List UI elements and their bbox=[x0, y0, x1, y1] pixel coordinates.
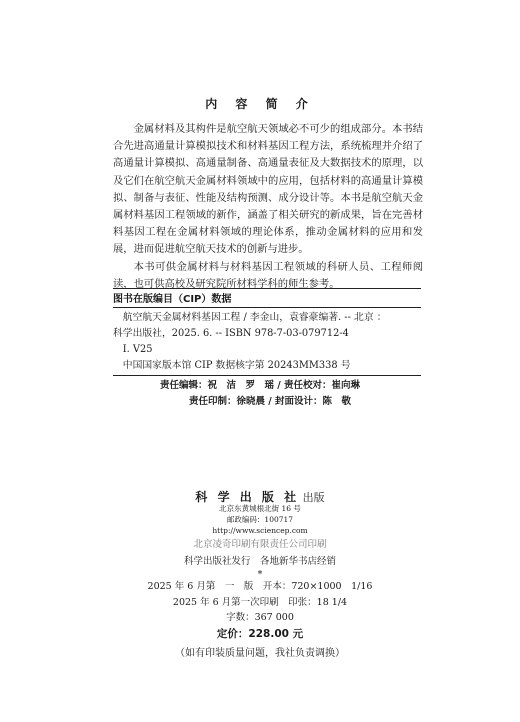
printing-line: 2025 年 6 月第一次印刷 印张：18 1/4 bbox=[172, 597, 348, 608]
credits-line-2 bbox=[0, 394, 520, 409]
printer-line: 北京凌奇印刷有限责任公司印刷 bbox=[193, 539, 327, 550]
publisher-suffix: 出版 bbox=[302, 491, 325, 504]
credits-editors: 责任编辑：祝 洁 罗 瑶 / 责任校对：崔向琳 bbox=[159, 380, 361, 391]
edition-line: 2025 年 6 月第 一 版 开本：720×1000 1/16 bbox=[147, 581, 373, 592]
wordcount-line: 字数：367 000 bbox=[226, 612, 294, 623]
publisher-name: 科 学 出 版 社 bbox=[195, 490, 300, 504]
credits-line-1 bbox=[0, 378, 520, 393]
publisher-website: http://www.sciencep.com bbox=[212, 526, 308, 535]
price-line: 定价：228.00 元 bbox=[216, 628, 304, 640]
cip-line: Ⅰ. V25 bbox=[122, 344, 153, 355]
publisher-postcode: 邮政编码：100717 bbox=[226, 515, 294, 524]
quality-notice: （如有印装质量问题，我社负责调换） bbox=[175, 648, 345, 659]
summary-paragraph-2: 本书可供金属材料与材料基因工程领域的科研人员、工程师阅读，也可供高校及研究院所材料学科的师生参考。 bbox=[113, 260, 423, 290]
distribution-line: 科学出版社发行 各地新华书店经销 bbox=[183, 556, 336, 567]
cip-bottom-rule bbox=[113, 375, 421, 376]
publisher-address: 北京东黄城根北街 16 号 bbox=[219, 504, 301, 513]
cip-line: 中国国家版本馆 CIP 数据核字第 20243MM338 号 bbox=[122, 360, 351, 371]
separator-star: * bbox=[257, 569, 263, 580]
summary-paragraph-1: 金属材料及其构件是航空航天领域必不可少的组成部分。本书结合先进高通量计算模拟技术和材料基因工程方法，系统梳理并介绍了高通量计算模拟、高通量制备、高通量表征及大数据技术的原理，以及它们在航空航天金属材料领域中的应用，包括材料的高通量计算模拟、制备与表征、性能及结构预测、成分设计等。本书是航空航天金属材料基因工程领域的新作，涵盖了相关研究的新成果，旨在完善材料基因工程在金属材料领域的理论体系，推动金属材料的应用和发展，进而促进航空航天技术的创新与进步。 bbox=[113, 123, 423, 256]
cip-data bbox=[113, 310, 423, 374]
cip-heading: 图书在版编目（CIP）数据 bbox=[113, 294, 232, 305]
cip-top-rule bbox=[113, 288, 421, 289]
summary-section bbox=[113, 121, 423, 293]
cip-heading-rule bbox=[113, 307, 421, 308]
cip-line: 航空航天金属材料基因工程 / 李金山，袁睿豪编著. -- 北京 ： bbox=[122, 312, 387, 323]
cip-line: 科学出版社，2025. 6. -- ISBN 978-7-03-079712-4 bbox=[113, 328, 349, 339]
credits-production: 责任印制：徐晓晨 / 封面设计：陈 敬 bbox=[188, 396, 352, 407]
page-title: 内 容 简 介 bbox=[205, 97, 315, 111]
